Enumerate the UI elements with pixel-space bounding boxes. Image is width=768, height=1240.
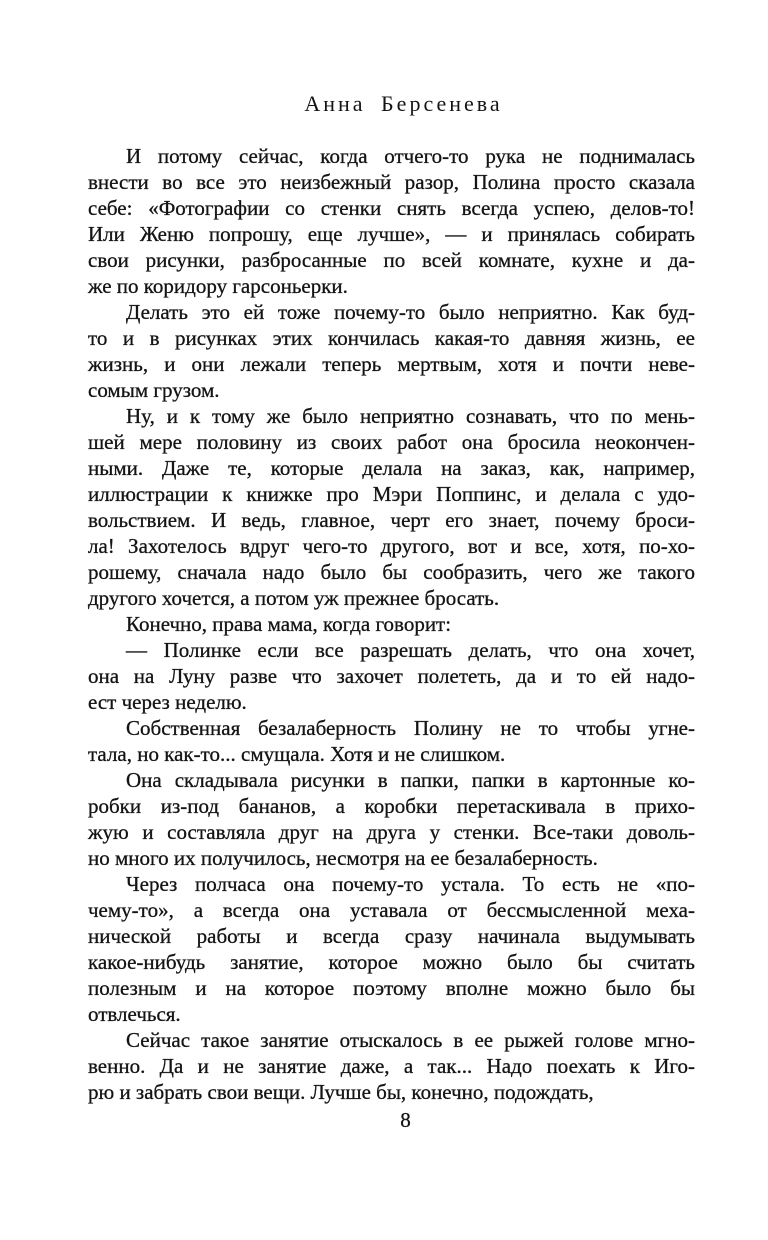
text-line: Она складывала рисунки в папки, папки в картонные ко- <box>126 768 695 792</box>
paragraph <box>88 767 695 871</box>
text-line: свои рисунки, разбросанные по всей комнате, кухне и да- <box>88 248 695 272</box>
paragraph <box>88 637 695 715</box>
text-line: — Полинке если все разрешать делать, что она хочет, <box>126 638 695 662</box>
paragraph <box>88 403 695 611</box>
text-line: она на Луну разве что захочет полететь, да и то ей надо- <box>88 664 695 688</box>
text-line: И потому сейчас, когда отчего-то рука не поднималась <box>126 144 695 168</box>
text-line: Или Женю попрошу, еще лучше», — и принялась собирать <box>88 222 695 246</box>
text-line: рошему, сначала надо было бы сообразить, чего же такого <box>88 560 695 584</box>
text-line: чему-то», а всегда она уставала от бессмысленной меха- <box>88 898 695 922</box>
text-line: ест через неделю. <box>88 690 247 714</box>
paragraph <box>88 611 695 637</box>
paragraph <box>88 299 695 403</box>
text-line: отвлечься. <box>88 1002 181 1026</box>
text-line: шей мере половину из своих работ она бросила неокончен- <box>88 430 695 454</box>
text-line: сомым грузом. <box>88 378 220 402</box>
running-header: Анна Берсенева <box>304 91 503 116</box>
text-line: себе: «Фотографии со стенки снять всегда успею, делов-то! <box>88 196 695 220</box>
text-line: рю и забрать свои вещи. Лучше бы, конечно, подождать, <box>88 1080 594 1104</box>
paragraph <box>88 871 695 1027</box>
text-line: Собственная безалаберность Полину не то чтобы угне- <box>126 716 695 740</box>
text-line: какое-нибудь занятие, которое можно было бы считать <box>88 950 695 974</box>
text-line: робки из-под бананов, а коробки перетаскивала в прихо- <box>88 794 695 818</box>
paragraph <box>88 143 695 299</box>
text-line: вольствием. И ведь, главное, черт его знает, почему броси- <box>88 508 695 532</box>
text-line: полезным и на которое поэтому вполне можно было бы <box>88 976 695 1000</box>
page-number: 8 <box>400 1108 411 1132</box>
text-line: Делать это ей тоже почему-то было неприятно. Как буд- <box>126 300 695 324</box>
text-line: жую и составляла друг на друга у стенки. Все-таки доволь- <box>88 820 695 844</box>
text-line: же по коридору гарсоньерки. <box>88 274 348 298</box>
text-line: венно. Да и не занятие даже, а так... Надо поехать к Иго- <box>88 1054 695 1078</box>
text-line: ными. Даже те, которые делала на заказ, как, например, <box>88 456 695 480</box>
text-line: то и в рисунках этих кончилась какая-то давняя жизнь, ее <box>88 326 695 350</box>
text-line: иллюстрации к книжке про Мэри Поппинс, и делала с удо- <box>88 482 695 506</box>
text-line: Конечно, права мама, когда говорит: <box>126 612 452 636</box>
text-line: Сейчас такое занятие отыскалось в ее рыжей голове мгно- <box>126 1028 695 1052</box>
body-text <box>88 143 695 1105</box>
text-line: нической работы и всегда сразу начинала выдумывать <box>88 924 695 948</box>
text-line: Через полчаса она почему-то устала. То есть не «по- <box>126 872 695 896</box>
text-line: но много их получилось, несмотря на ее безалаберность. <box>88 846 598 870</box>
text-line: другого хочется, а потом уж прежнее бросать. <box>88 586 500 610</box>
text-line: жизнь, и они лежали теперь мертвым, хотя и почти неве- <box>88 352 695 376</box>
paragraph <box>88 715 695 767</box>
text-line: ла! Захотелось вдруг чего-то другого, вот и все, хотя, по-хо- <box>88 534 695 558</box>
text-line: внести во все это неизбежный разор, Полина просто сказала <box>88 170 695 194</box>
text-line: Ну, и к тому же было неприятно сознавать, что по мень- <box>126 404 695 428</box>
paragraph <box>88 1027 695 1105</box>
text-line: тала, но как-то... смущала. Хотя и не слишком. <box>88 742 506 766</box>
